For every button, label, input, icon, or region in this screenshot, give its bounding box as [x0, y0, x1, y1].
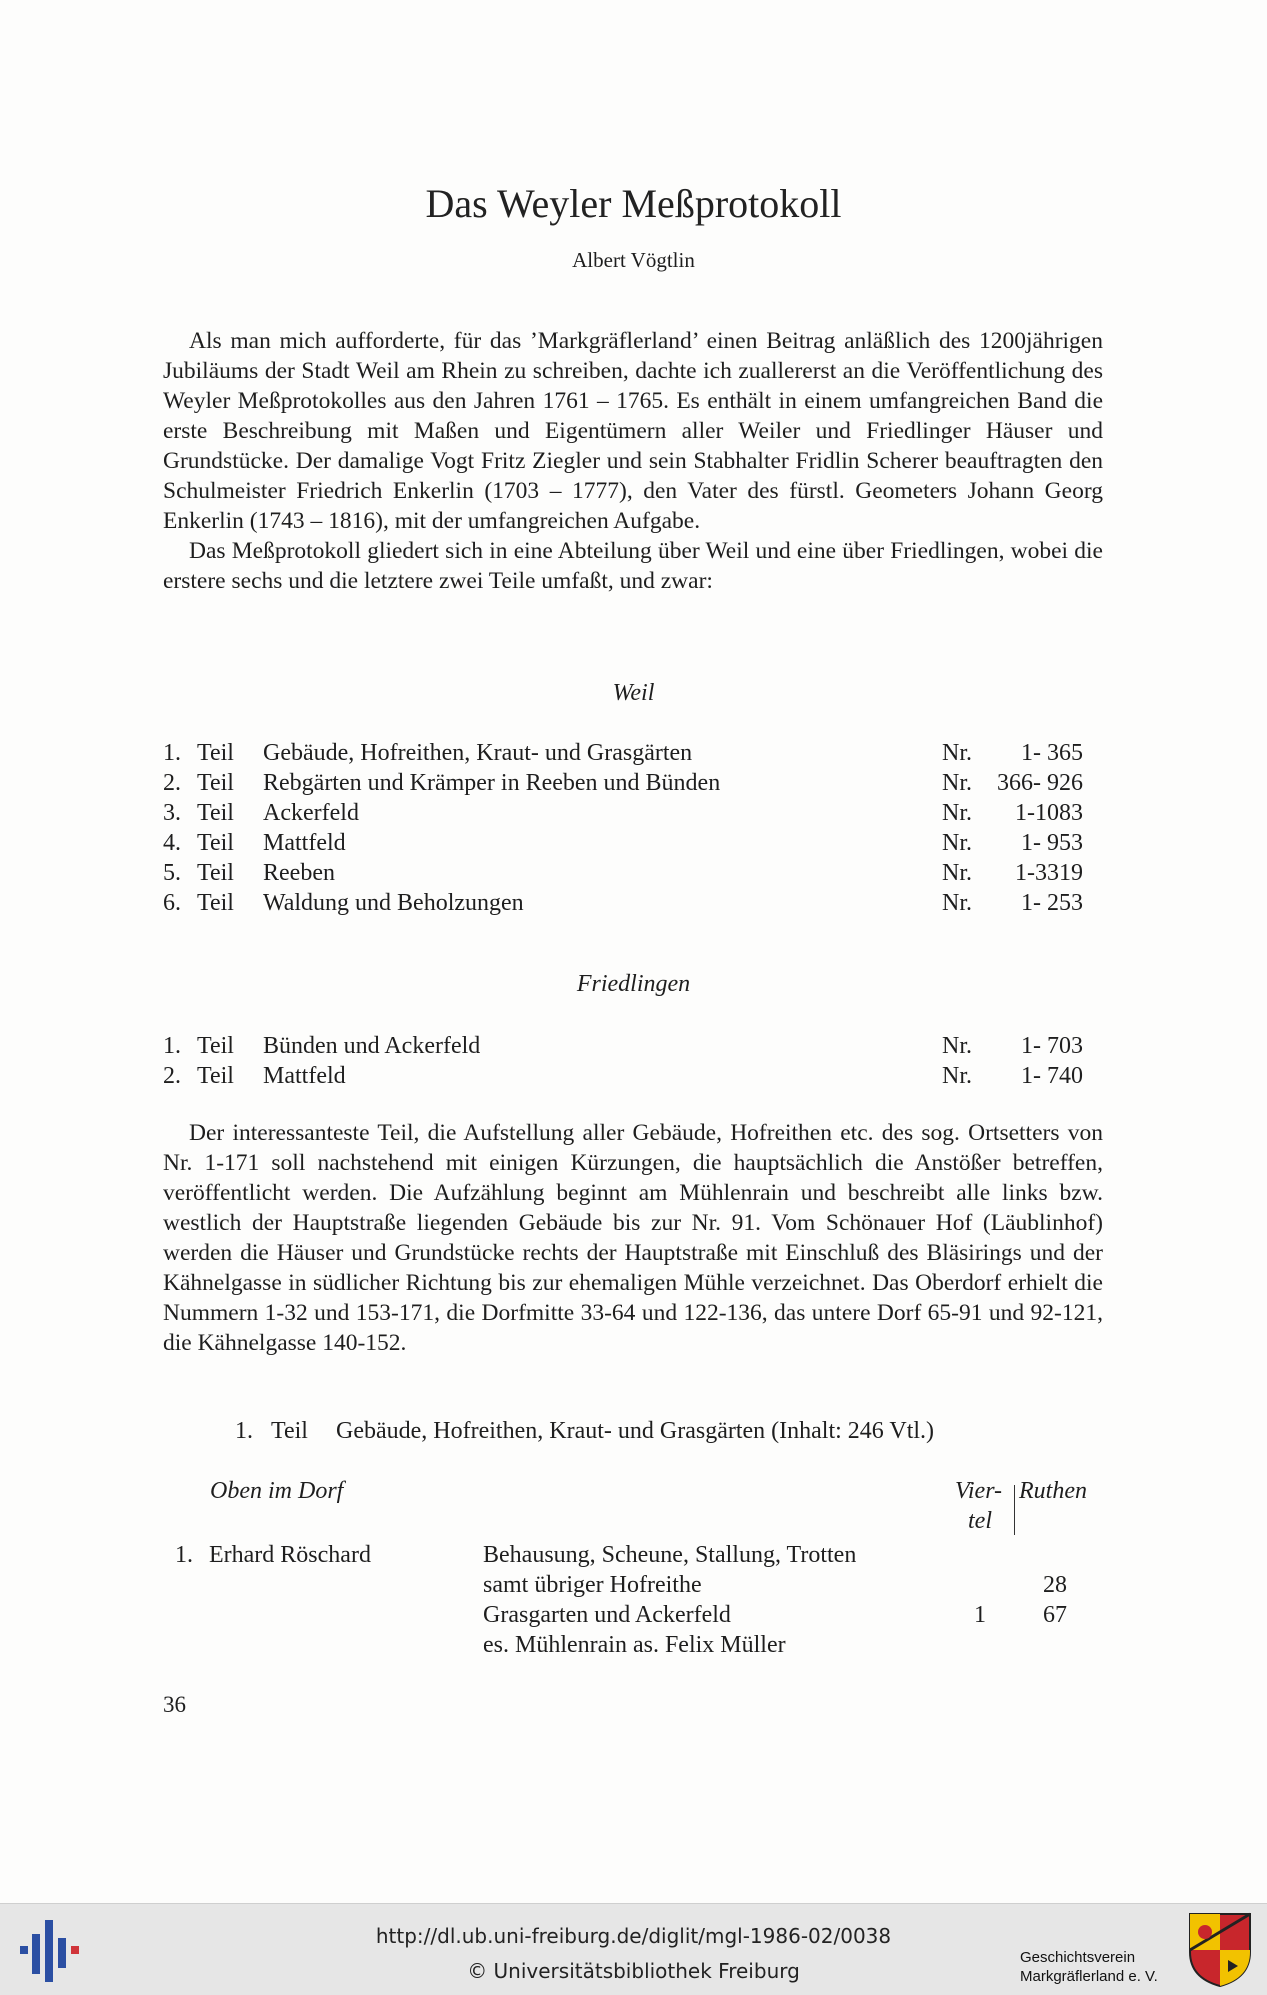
part-range: 366- 926: [997, 770, 1083, 796]
part-description: Bünden und Ackerfeld: [263, 1033, 481, 1059]
part-teil: Teil: [197, 1063, 234, 1089]
part-range: 1-1083: [1015, 800, 1083, 826]
entry-ruthen-value: 28: [1043, 1572, 1067, 1598]
part-number: 2.: [163, 770, 181, 796]
friedlingen-heading: Friedlingen: [576, 971, 691, 997]
part-description: Rebgärten und Krämper in Reeben und Bünden: [263, 770, 721, 796]
part-nr: Nr.: [942, 770, 972, 796]
weil-part-row: [163, 888, 1083, 918]
teil-number: 1.: [235, 1418, 253, 1444]
part-range: 1- 953: [1021, 830, 1083, 856]
part-number: 1.: [163, 1033, 181, 1059]
weil-part-row: [163, 798, 1083, 828]
part-range: 1-3319: [1015, 860, 1083, 886]
part-nr: Nr.: [942, 860, 972, 886]
article-title: Das Weyler Meßprotokoll: [425, 181, 842, 226]
part-teil: Teil: [197, 830, 234, 856]
part-description: Mattfeld: [263, 830, 346, 856]
column-divider: [1014, 1485, 1015, 1535]
entry-line: Behausung, Scheune, Stallung, Trotten: [483, 1542, 857, 1568]
part-nr: Nr.: [942, 1063, 972, 1089]
society-line-2: Markgräflerland e. V.: [1020, 1968, 1158, 1985]
part-number: 5.: [163, 860, 181, 886]
intro-paragraph-2: Das Meßprotokoll gliedert sich in eine Abteilung über Weil und eine über Friedlingen, wobei die erstere sechs und die letztere zwei Teile umfaßt, und zwar:: [163, 538, 1103, 594]
part-number: 2.: [163, 1063, 181, 1089]
part-teil: Teil: [197, 860, 234, 886]
column-viertel-header-cont: tel: [968, 1508, 992, 1534]
part-number: 1.: [163, 740, 181, 766]
part-teil: Teil: [197, 1033, 234, 1059]
article-author: Albert Vögtlin: [572, 248, 695, 272]
part-teil: Teil: [197, 890, 234, 916]
viewer-footer: [0, 1903, 1267, 1995]
part-number: 4.: [163, 830, 181, 856]
society-line-1: Geschichtsverein: [1020, 1949, 1136, 1966]
part-nr: Nr.: [942, 890, 972, 916]
intro-paragraph-1: Als man mich aufforderte, für das ’Markgräflerland’ einen Beitrag anläßlich des 1200jährigen Jubiläums der Stadt Weil am Rhein zu schreiben, dachte ich zuallererst an die Veröffentlichung des Weyler Meßprotokolles aus den Jahren 1761 – 1765. Es enthält in einem umfangreichen Band die erste Beschreibung mit Maßen und Eigentümern aller Weiler und Friedlinger Häuser und Grundstücke. Der damalige Vogt Fritz Ziegler und sein Stabhalter Fridlin Scherer beauftragten den Schulmeister Friedrich Enkerlin (1703 – 1777), den Vater des fürstl. Geometers Johann Georg Enkerlin (1743 – 1816), mit der umfangreichen Aufgabe.: [163, 328, 1103, 534]
part-teil: Teil: [197, 770, 234, 796]
weil-heading: Weil: [612, 680, 655, 706]
weil-part-row: [163, 828, 1083, 858]
part-range: 1- 703: [1021, 1033, 1083, 1059]
friedlingen-part-row: [163, 1061, 1083, 1091]
teil-label: Teil: [271, 1418, 308, 1444]
part-description: Ackerfeld: [263, 800, 359, 826]
weil-part-row: [163, 738, 1083, 768]
entry-ruthen-value: 67: [1043, 1602, 1067, 1628]
part-description: Mattfeld: [263, 1063, 346, 1089]
teil-description: Gebäude, Hofreithen, Kraut- und Grasgärten (Inhalt: 246 Vtl.): [336, 1418, 935, 1444]
part-range: 1- 253: [1021, 890, 1083, 916]
column-viertel-header: Vier-: [955, 1478, 1003, 1504]
part-range: 1- 740: [1021, 1063, 1083, 1089]
intro-text: [163, 326, 1103, 596]
page-number: 36: [163, 1692, 186, 1717]
part-description: Gebäude, Hofreithen, Kraut- und Grasgärten: [263, 740, 693, 766]
part-description: Waldung und Beholzungen: [263, 890, 524, 916]
part-range: 1- 365: [1021, 740, 1083, 766]
part-nr: Nr.: [942, 830, 972, 856]
friedlingen-part-row: [163, 1031, 1083, 1061]
coat-of-arms-icon: [1188, 1912, 1252, 1988]
column-ruthen-header: Ruthen: [1019, 1478, 1087, 1504]
permalink-url[interactable]: http://dl.ub.uni-freiburg.de/diglit/mgl-1986-02/0038: [375, 1924, 892, 1948]
section-heading: Oben im Dorf: [210, 1478, 344, 1504]
weil-part-row: [163, 768, 1083, 798]
part-nr: Nr.: [942, 1033, 972, 1059]
part-nr: Nr.: [942, 740, 972, 766]
weil-part-row: [163, 858, 1083, 888]
part-number: 6.: [163, 890, 181, 916]
copyright-notice: © Universitätsbibliothek Freiburg: [467, 1959, 800, 1983]
entry-line: es. Mühlenrain as. Felix Müller: [483, 1632, 786, 1658]
part-number: 3.: [163, 800, 181, 826]
body-paragraph: Der interessanteste Teil, die Aufstellung aller Gebäude, Hofreithen etc. des sog. Ortsetters von Nr. 1-171 soll nachstehend mit einigen Kürzungen, die hauptsächlich die Anstößer betreffen, veröffentlicht werden. Die Aufzählung beginnt am Mühlenrain und beschreibt alle links bzw. westlich der Hauptstraße liegenden Gebäude bis zur Nr. 91. Vom Schönauer Hof (Läublinhof) werden die Häuser und Grundstücke rechts der Hauptstraße mit Einschluß des Bläsirings und der Kähnelgasse in südlicher Richtung bis zur ehemaligen Mühle verzeichnet. Das Oberdorf erhielt die Nummern 1-32 und 153-171, die Dorfmitte 33-64 und 122-136, das untere Dorf 65-91 und 92-121, die Kähnelgasse 140-152.: [163, 1120, 1103, 1356]
part-description: Reeben: [263, 860, 335, 886]
entry-line: Grasgarten und Ackerfeld: [483, 1602, 731, 1628]
entry-owner: Erhard Röschard: [209, 1542, 371, 1568]
entry-viertel-value: 1: [974, 1602, 986, 1628]
entry-number: 1.: [175, 1542, 193, 1568]
part-nr: Nr.: [942, 800, 972, 826]
part-teil: Teil: [197, 800, 234, 826]
entry-line: samt übriger Hofreithe: [483, 1572, 702, 1598]
body-text: [163, 1118, 1103, 1358]
society-name: [1020, 1948, 1158, 1986]
part-teil: Teil: [197, 740, 234, 766]
